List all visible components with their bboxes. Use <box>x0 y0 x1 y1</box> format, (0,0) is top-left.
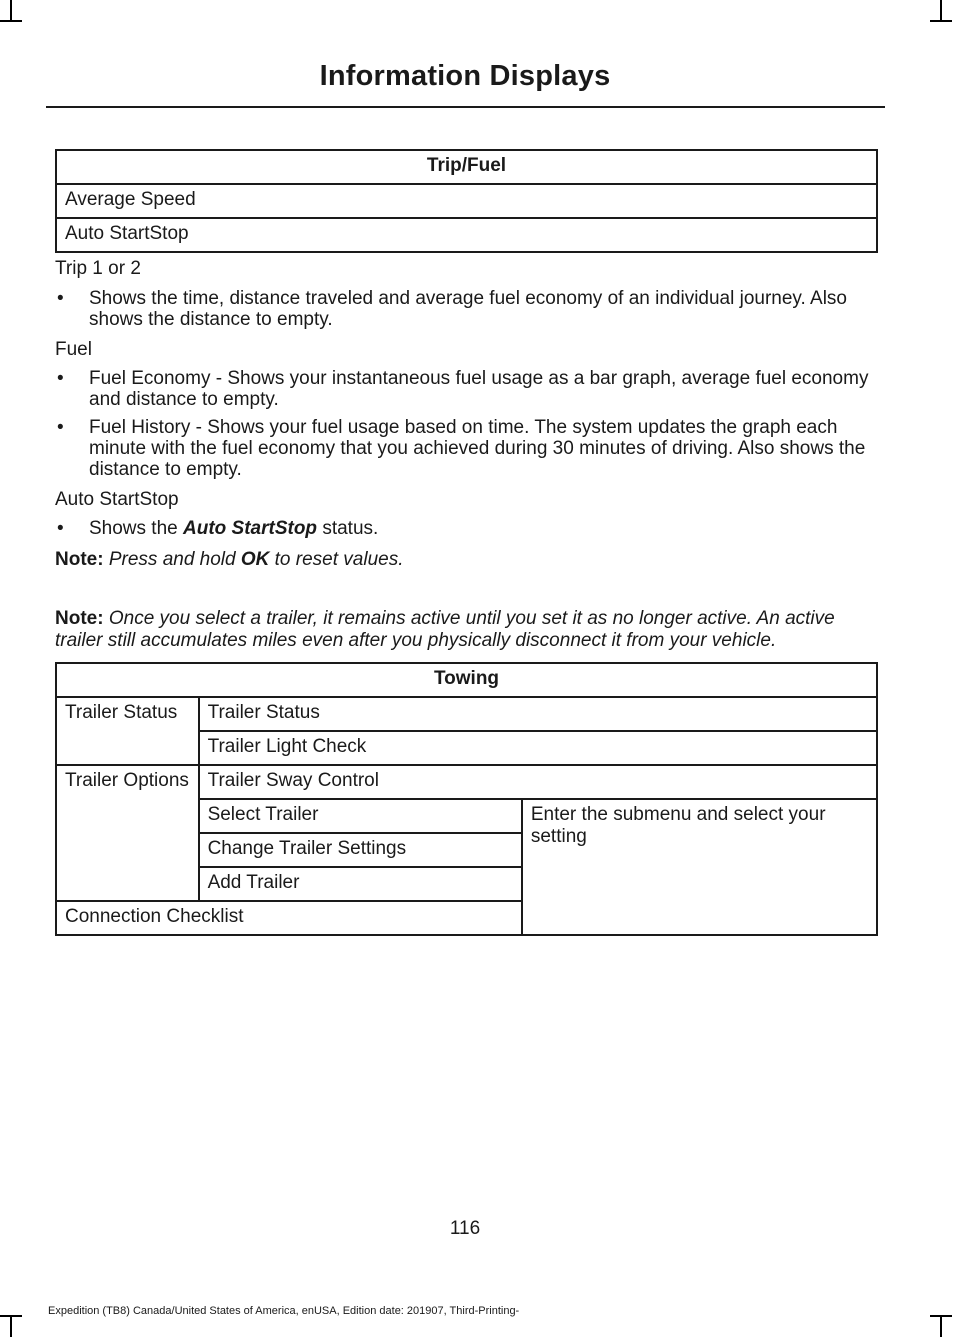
towing-table-title: Towing <box>56 663 877 697</box>
trip-heading: Trip 1 or 2 <box>55 258 141 279</box>
crop-mark-top-right-v <box>940 0 942 22</box>
list-item <box>55 368 885 410</box>
list-item <box>55 518 885 539</box>
bullet-icon: • <box>57 518 64 539</box>
towing-table <box>55 662 878 936</box>
table-row: Add Trailer <box>199 867 522 901</box>
table-row: Auto StartStop <box>56 218 877 252</box>
crop-mark-bottom-left-h <box>0 1315 22 1317</box>
header-rule <box>46 106 885 108</box>
table-row: Trailer Status <box>199 697 877 731</box>
page-number: 116 <box>449 1218 481 1239</box>
table-row: Trailer Light Check <box>199 731 877 765</box>
crop-mark-top-left-h <box>0 20 22 22</box>
note-label: Note: <box>55 549 104 570</box>
note-text: Press and hold OK to reset values. <box>108 549 404 570</box>
list-item-text: Shows the Auto StartStop status. <box>89 518 379 539</box>
crop-mark-bottom-right-v <box>940 1315 942 1337</box>
note-trailer <box>55 608 885 652</box>
note-label: Note: <box>55 608 104 629</box>
bullet-icon: • <box>57 288 64 309</box>
auto-startstop-emphasis: Auto StartStop <box>183 518 318 539</box>
table-row: Trailer Sway Control <box>199 765 877 799</box>
crop-mark-top-right-h <box>930 20 952 22</box>
crop-mark-top-left-v <box>10 0 12 22</box>
bullet-icon: • <box>57 417 64 438</box>
footer-text: Expedition (TB8) Canada/United States of America, enUSA, Edition date: 201907, Third-Printing- <box>48 1305 520 1317</box>
table-row: Select Trailer <box>199 799 522 833</box>
trip-fuel-table <box>55 149 878 253</box>
list-item <box>55 417 885 480</box>
trailer-options-cell: Trailer Options <box>56 765 199 901</box>
trailer-status-cell: Trailer Status <box>56 697 199 765</box>
list-item <box>55 288 885 330</box>
submenu-note-cell: Enter the submenu and select your setting <box>522 799 877 935</box>
table-row: Connection Checklist <box>56 901 522 935</box>
table-row: Change Trailer Settings <box>199 833 522 867</box>
table-row: Average Speed <box>56 184 877 218</box>
auto-startstop-heading: Auto StartStop <box>55 489 179 510</box>
note-reset <box>55 549 885 571</box>
fuel-heading: Fuel <box>55 339 92 360</box>
page-title: Information Displays <box>319 60 611 92</box>
list-item-text: Fuel Economy - Shows your instantaneous fuel usage as a bar graph, average fuel economy and distance to empty. <box>89 368 869 410</box>
crop-mark-bottom-left-v <box>10 1315 12 1337</box>
list-item-text: Fuel History - Shows your fuel usage based on time. The system updates the graph each minute with the fuel economy that you achieved during 30 minutes of driving. Also shows the distance to empty. <box>89 417 866 480</box>
trip-fuel-table-title: Trip/Fuel <box>56 150 877 184</box>
crop-mark-bottom-right-h <box>930 1315 952 1317</box>
list-item-text: Shows the time, distance traveled and average fuel economy of an individual journey. Also shows the distance to empty. <box>89 288 847 330</box>
bullet-icon: • <box>57 368 64 389</box>
note-text: Once you select a trailer, it remains active until you set it as no longer active. An active trailer still accumulates miles even after you physically disconnect it from your vehicle. <box>55 608 835 651</box>
